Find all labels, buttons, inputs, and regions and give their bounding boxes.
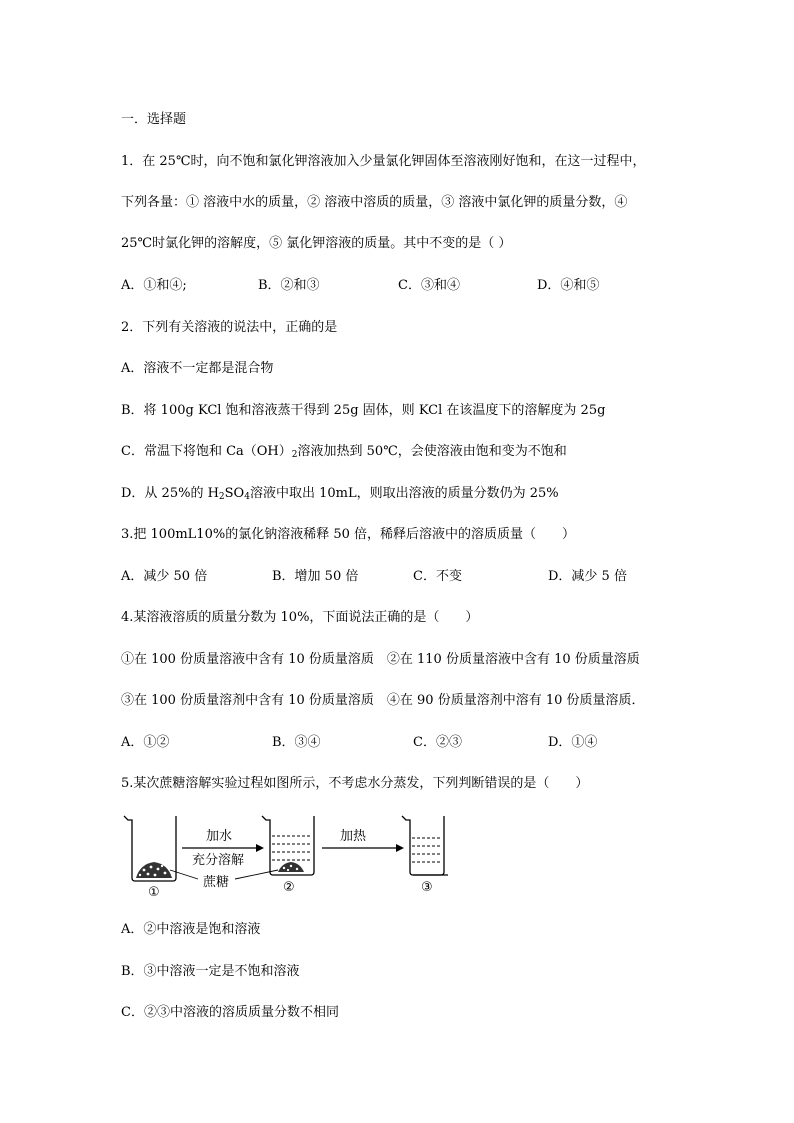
- arrow-2-top-label: 加热: [340, 829, 367, 844]
- q5-option-a[interactable]: A．②中溶液是饱和溶液: [121, 922, 261, 937]
- q1-option-b[interactable]: B．②和③: [258, 278, 320, 293]
- q2-d-text-mid: SO: [224, 486, 245, 501]
- section-title: 一．选择题: [121, 112, 187, 127]
- q4-option-d[interactable]: D．①④: [548, 735, 598, 750]
- q4-statements-3-4: ③在 100 份质量溶剂中含有 10 份质量溶质 ④在 90 份质量溶剂中溶有 10 份质量溶质．: [121, 693, 645, 708]
- q5-option-c[interactable]: C．②③中溶液的溶质质量分数不相同: [121, 1005, 339, 1020]
- arrow-1: [182, 844, 264, 852]
- q1-stem-line1: 1．在 25℃时，向不饱和氯化钾溶液加入少量氯化钾固体至溶液刚好饱和，在这一过程中，: [121, 154, 646, 169]
- q5-option-b[interactable]: B．③中溶液一定是不饱和溶液: [121, 964, 300, 979]
- q1-stem-line2: 下列各量：① 溶液中水的质量，② 溶液中溶质的质量，③ 溶液中氯化钾的质量分数，④: [121, 195, 628, 210]
- q2-d-subscript-1: 2: [218, 492, 225, 502]
- q2-d-text-pre: D．从 25%的 H: [121, 486, 219, 501]
- arrow-1-bottom-label: 充分溶解: [192, 853, 245, 868]
- q1-option-a[interactable]: A．①和④;: [121, 278, 187, 293]
- q4-option-b[interactable]: B．③④: [272, 735, 321, 750]
- q1-option-d[interactable]: D．④和⑤: [537, 278, 600, 293]
- q4-statements-1-2: ①在 100 份质量溶液中含有 10 份质量溶质 ②在 110 份质量溶液中含有 10 份质量溶质: [121, 652, 640, 667]
- q2-c-subscript: 2: [291, 450, 298, 460]
- q3-option-b[interactable]: B．增加 50 倍: [272, 569, 359, 584]
- q4-option-a[interactable]: A．①②: [121, 735, 170, 750]
- q4-stem: 4.某溶液溶质的质量分数为 10%，下面说法正确的是（ ）: [121, 610, 479, 625]
- q3-option-c[interactable]: C．不变: [413, 569, 462, 584]
- sugar-solid-pile-2: [278, 862, 304, 872]
- q1-stem-line3: 25℃时氯化钾的溶解度，⑤ 氯化钾溶液的质量。其中不变的是（ ）: [121, 236, 512, 251]
- beaker-1-label: ①: [148, 885, 160, 900]
- q2-option-c[interactable]: [121, 443, 567, 464]
- q1-option-c[interactable]: C．③和④: [398, 278, 460, 293]
- sugar-leader-line: [170, 870, 198, 879]
- q2-option-a[interactable]: A．溶液不一定都是混合物: [121, 361, 274, 376]
- q4-option-c[interactable]: C．②③: [413, 735, 462, 750]
- beaker-3-right: [413, 816, 444, 875]
- q3-option-a[interactable]: A．减少 50 倍: [121, 569, 208, 584]
- q3-option-d[interactable]: D．减少 5 倍: [548, 569, 627, 584]
- beaker-3-label: ③: [421, 880, 433, 895]
- q2-d-subscript-2: 4: [244, 492, 250, 502]
- arrow-2: [322, 844, 404, 852]
- sugar-dissolution-diagram: [118, 808, 448, 900]
- solution-lines-3: [412, 838, 442, 862]
- arrow-1-top-label: 加水: [206, 829, 233, 844]
- q2-stem: 2．下列有关溶液的说法中，正确的是: [121, 320, 338, 335]
- q2-option-d[interactable]: [121, 485, 559, 506]
- q5-stem: 5.某次蔗糖溶解实验过程如图所示，不考虑水分蒸发，下列判断错误的是（ ）: [121, 776, 589, 791]
- q2-c-text-post: 溶液加热到 50℃，会使溶液由饱和变为不饱和: [297, 444, 567, 459]
- q2-c-text-pre: C．常温下将饱和 Ca（OH）: [121, 444, 292, 459]
- q2-d-text-post: 溶液中取出 10mL，则取出溶液的质量分数仍为 25%: [249, 486, 559, 501]
- sugar-solid-pile-1: [136, 862, 172, 878]
- q2-option-b[interactable]: B．将 100g KCl 饱和溶液蒸干得到 25g 固体，则 KCl 在该温度下的溶解度为 25g: [121, 403, 606, 418]
- beaker-2-label: ②: [283, 880, 295, 895]
- q3-stem: 3.把 100mL10%的氯化钠溶液稀释 50 倍，稀释后溶液中的溶质质量（ ）: [121, 527, 576, 542]
- beaker-3: [402, 816, 448, 875]
- sugar-label: 蔗糖: [203, 875, 230, 890]
- solution-lines-2: [272, 836, 312, 860]
